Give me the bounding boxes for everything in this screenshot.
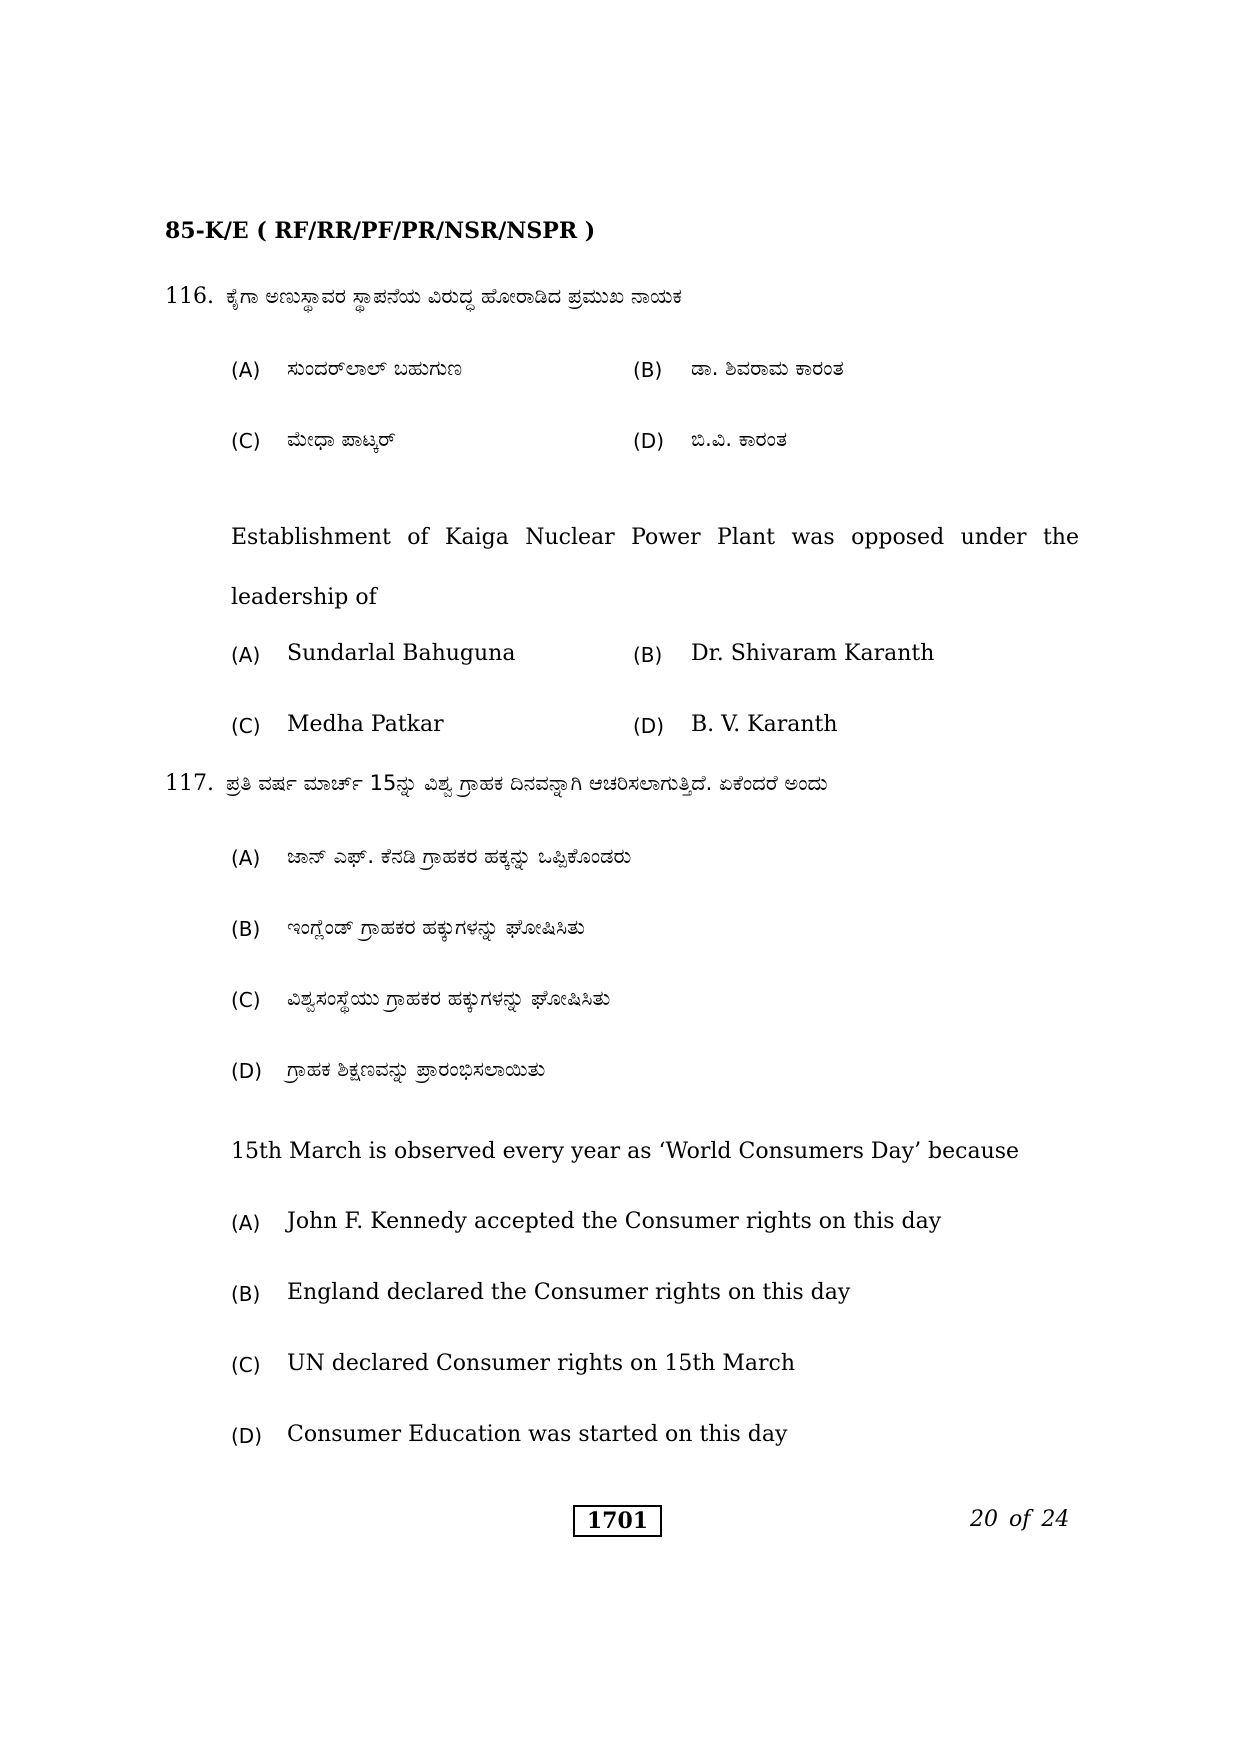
option-english-d: Consumer Education was started on this day xyxy=(287,1422,788,1447)
option-english-c: UN declared Consumer rights on 15th March xyxy=(287,1351,796,1376)
option-kannada-d: ಗ್ರಾಹಕ ಶಿಕ್ಷಣವನ್ನು ಪ್ರಾರಂಭಿಸಲಾಯಿತು xyxy=(287,1057,546,1081)
option-label: (D) xyxy=(231,1424,263,1448)
option-label: (A) xyxy=(231,846,261,870)
option-label: (D) xyxy=(231,1059,263,1083)
option-label: (B) xyxy=(231,917,261,941)
option-label: (B) xyxy=(633,643,663,667)
option-label: (A) xyxy=(231,643,261,667)
option-kannada-a: ಸುಂದರ್‌ಲಾಲ್ ಬಹುಗುಣ xyxy=(287,356,463,380)
question-number: 117. xyxy=(165,771,214,796)
page-number: 20 of 24 xyxy=(970,1507,1070,1532)
option-english-c: Medha Patkar xyxy=(287,712,444,737)
option-label: (B) xyxy=(231,1282,261,1306)
option-label: (A) xyxy=(231,358,261,382)
option-english-b: England declared the Consumer rights on this day xyxy=(287,1280,851,1305)
option-label: (D) xyxy=(633,714,665,738)
option-kannada-c: ಮೇಧಾ ಪಾಟ್ಕರ್ xyxy=(287,427,397,451)
option-kannada-c: ವಿಶ್ವಸಂಸ್ಥೆಯು ಗ್ರಾಹಕರ ಹಕ್ಕುಗಳನ್ನು ಘೋಷಿಸಿತು xyxy=(287,986,611,1010)
option-kannada-b: ಇಂಗ್ಲೆಂಡ್ ಗ್ರಾಹಕರ ಹಕ್ಕುಗಳನ್ನು ಘೋಷಿಸಿತು xyxy=(287,915,585,939)
question-stem-english: 15th March is observed every year as ‘World Consumers Day’ because xyxy=(231,1139,1020,1164)
option-english-b: Dr. Shivaram Karanth xyxy=(691,641,935,666)
option-label: (B) xyxy=(633,358,663,382)
option-english-a: Sundarlal Bahuguna xyxy=(287,641,516,666)
option-kannada-b: ಡಾ. ಶಿವರಾಮ ಕಾರಂತ xyxy=(691,356,844,380)
question-number: 116. xyxy=(165,284,214,309)
option-kannada-a: ಜಾನ್ ಎಫ್. ಕೆನಡಿ ಗ್ರಾಹಕರ ಹಕ್ಕನ್ನು ಒಪ್ಪಿಕೊಂಡರು xyxy=(287,844,632,868)
option-label: (C) xyxy=(231,1353,261,1377)
option-label: (C) xyxy=(231,429,261,453)
option-label: (C) xyxy=(231,714,261,738)
paper-code-header: 85-K/E ( RF/RR/PF/PR/NSR/NSPR ) xyxy=(165,218,596,244)
option-english-a: John F. Kennedy accepted the Consumer rights on this day xyxy=(287,1209,942,1234)
question-stem-kannada: ಪ್ರತಿ ವರ್ಷ ಮಾರ್ಚ್ 15ನ್ನು ವಿಶ್ವ ಗ್ರಾಹಕ ದಿನವನ್ನಾಗಿ ಆಚರಿಸಲಾಗುತ್ತಿದೆ. ಏಕೆಂದರೆ ಅಂದು xyxy=(226,771,828,795)
question-stem-english: Establishment of Kaiga Nuclear Power Plant was opposed under the leadership of xyxy=(231,525,1079,610)
option-kannada-d: ಬಿ.ವಿ. ಕಾರಂತ xyxy=(691,427,788,451)
option-english-d: B. V. Karanth xyxy=(691,712,838,737)
option-label: (D) xyxy=(633,429,665,453)
question-stem-kannada: ಕೈಗಾ ಅಣುಸ್ಥಾವರ ಸ್ಥಾಪನೆಯ ವಿರುದ್ಧ ಹೋರಾಡಿದ ಪ್ರಮುಖ ನಾಯಕ xyxy=(226,284,682,308)
option-label: (C) xyxy=(231,988,261,1012)
booklet-code-box: 1701 xyxy=(573,1505,662,1537)
option-label: (A) xyxy=(231,1211,261,1235)
